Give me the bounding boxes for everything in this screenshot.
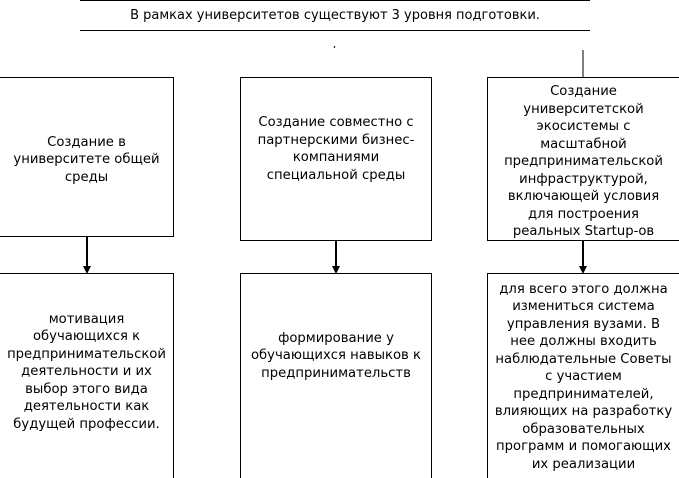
box-special-environment (240, 77, 432, 241)
diagram-title (80, 0, 590, 31)
diagram-title-text: В рамках университетов существуют 3 уровня подготовки. (130, 8, 540, 23)
box-motivation (0, 273, 174, 478)
box-motivation-text: мотивация обучающихся к предпринимательской деятельности и их выбор этого вида деятельности как будущей профессии. (7, 311, 166, 432)
box-general-environment-text: Создание в университете общей среды (13, 134, 160, 185)
box-governance-change (487, 273, 679, 478)
box-university-ecosystem-text: Создание университетской экосистемы с масштабной предпринимательской инфраструктурой, включающей условия для построения реальных Startup-ов (504, 84, 663, 240)
box-governance-change-text: для всего этого должна измениться система управления вузами. В нее должны входить наблюдательные Советы с участием предпринимателей, влияющих на разработку образовательных программ и помогающих их реализации (494, 281, 673, 472)
box-skills-formation-text: формирование у обучающихся навыков к предпринимательств (250, 330, 421, 381)
box-university-ecosystem (487, 77, 679, 241)
box-skills-formation (240, 273, 432, 478)
box-special-environment-text: Создание совместно с партнерскими бизнес- компаниями специальной среды (257, 115, 415, 183)
box-general-environment (0, 77, 174, 237)
small-tick-mark (334, 46, 335, 48)
